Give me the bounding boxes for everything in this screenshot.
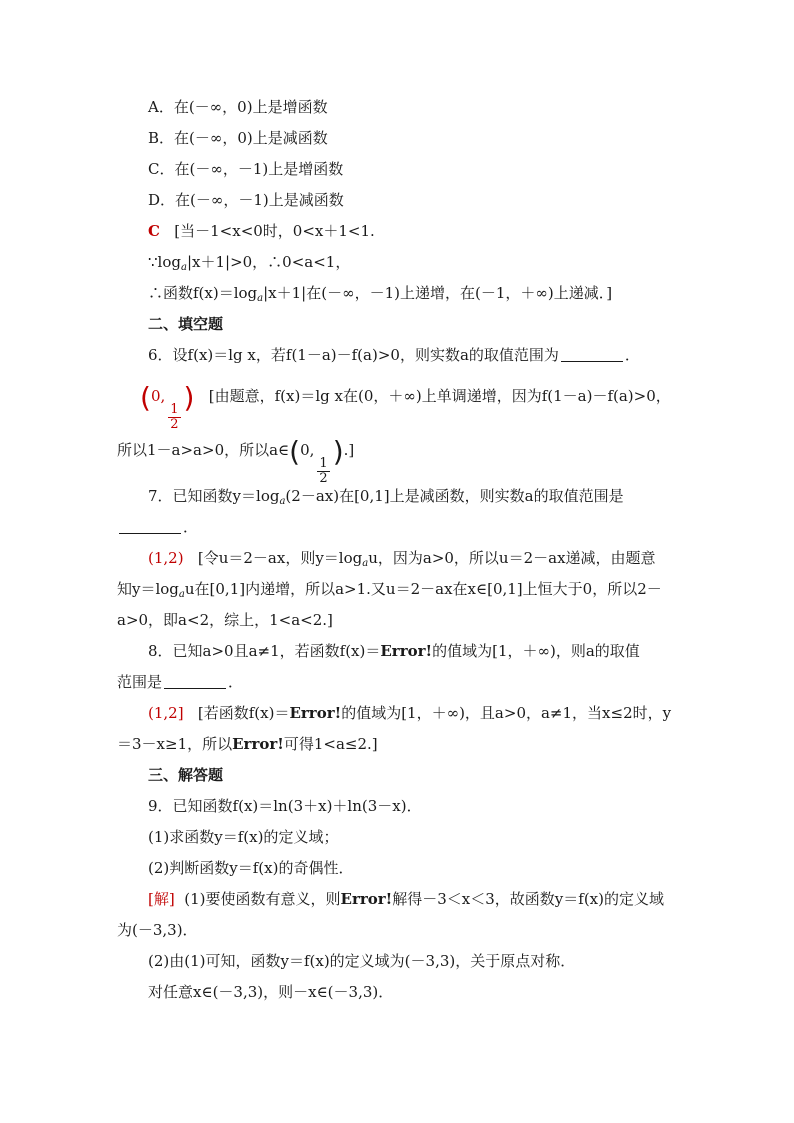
q8-question-line1 xyxy=(148,641,640,661)
q9-solution-line4: 对任意x∈(－3,3)，则－x∈(－3,3)． xyxy=(148,983,394,1001)
q9-part2: (2)判断函数y＝f(x)的奇偶性． xyxy=(148,859,354,877)
q9-solution-line2: 为(－3,3)． xyxy=(117,921,198,939)
q6-answer: (0, $\frac{1}{2}$ ) xyxy=(140,381,195,432)
q9-jie-label: [解] xyxy=(148,890,175,908)
section-fill-in: 二、填空题 xyxy=(148,315,224,333)
q9-sol-text1a: (1)要使函数有意义，则 xyxy=(184,890,341,908)
q6-sol-zero: 0, xyxy=(300,441,315,459)
q8-blank xyxy=(164,674,226,689)
q5-sol-text2: |x＋1|>0，∴0<a<1， xyxy=(186,253,351,271)
q9-sol-text1b: 解得－3＜x＜3，故函数y＝f(x)的定义域 xyxy=(392,890,664,908)
q7-solution-line2 xyxy=(117,579,662,605)
q5-log: ∵log xyxy=(148,253,181,271)
q7-sol-text1b: u，因为a>0，所以u＝2－ax递减，由题意 xyxy=(368,549,656,567)
q6-blank xyxy=(561,347,623,362)
q8-sol-text1b: 的值域为[1，＋∞)，且a>0，a≠1，当x≤2时，y xyxy=(341,704,672,722)
q8-solution-line2 xyxy=(117,734,378,754)
q6-sol-text2: 所以1－a>a>0，所以a∈ xyxy=(117,441,290,459)
q8-sol-text2a: ＝3－x≥1，所以 xyxy=(117,735,233,753)
q7-answer: (1,2) xyxy=(148,549,184,567)
q8-sol-error-field: Error! xyxy=(289,704,342,722)
q7-sol-text2b: u在[0,1]内递增，所以a>1.又u＝2－ax在x∈[0,1]上恒大于0，所以2－ xyxy=(184,580,662,598)
q7-end: ． xyxy=(183,518,199,536)
q7-solution-line3: a>0，即a<2，综上，1<a<2.] xyxy=(117,611,333,629)
q5-solution-line1 xyxy=(148,221,375,241)
option-b: B．在(－∞，0)上是减函数 xyxy=(148,129,328,147)
q7-log-base: a xyxy=(279,496,286,507)
q6-answer-line xyxy=(140,381,671,432)
q5-sol-text3b: |x＋1|在(－∞，－1)上递增，在(－1，＋∞)上递减．] xyxy=(263,284,613,302)
q7-text1a: 7．已知函数y＝log xyxy=(148,487,280,505)
q6-sol-fraction: $\frac{1}{2}$ xyxy=(319,456,328,486)
option-a: A．在(－∞，0)上是增函数 xyxy=(148,98,328,116)
option-c: C．在(－∞，－1)上是增函数 xyxy=(148,160,344,178)
q8-answer: (1,2] xyxy=(148,704,184,722)
q8-error-field: Error! xyxy=(380,642,433,660)
q8-solution-line1 xyxy=(148,703,671,723)
q9-solution-line3: (2)由(1)可知，函数y＝f(x)的定义域为(－3,3)，关于原点对称． xyxy=(148,952,576,970)
q6-ans-fraction: $\frac{1}{2}$ xyxy=(170,402,179,432)
q8-sol-text1a: [若函数f(x)＝ xyxy=(197,704,290,722)
q9-question: 9．已知函数f(x)＝ln(3＋x)＋ln(3－x)． xyxy=(148,797,422,815)
q6-solution-line2: 所以1－a>a>0，所以a∈(0, $\frac{1}{2}$ ).] xyxy=(117,435,355,486)
q6-sol-text1: [由题意，f(x)＝lg x在(0，＋∞)上单调递增，因为f(1－a)－f(a)>0， xyxy=(208,387,671,405)
q9-part1: (1)求函数y＝f(x)的定义域； xyxy=(148,828,339,846)
section-answer: 三、解答题 xyxy=(148,766,224,784)
q6-sol-end: .] xyxy=(343,441,355,459)
q5-sol-text3a: ∴函数f(x)＝log xyxy=(148,284,258,302)
q5-sol-text1: [当－1<x<0时，0<x＋1<1. xyxy=(174,222,375,240)
q7-blank xyxy=(119,519,181,534)
q8-text1b: 的值域为[1，＋∞)，则a的取值 xyxy=(432,642,640,660)
option-d: D．在(－∞，－1)上是减函数 xyxy=(148,191,344,209)
q8-sol-text2b: 可得1<a≤2.] xyxy=(283,735,378,753)
q5-log-base: a xyxy=(180,262,187,273)
q7-sol-log-base: a xyxy=(362,558,369,569)
q7-text1b: (2－ax)在[0,1]上是减函数，则实数a的取值范围是 xyxy=(285,487,624,505)
q8-text1a: 8．已知a>0且a≠1，若函数f(x)＝ xyxy=(148,642,381,660)
q8-text2: 范围是 xyxy=(117,673,163,691)
q7-question-line2 xyxy=(117,517,198,537)
q6-text: 6．设f(x)＝lg x，若f(1－a)－f(a)>0，则实数a的取值范围为 xyxy=(148,346,559,364)
q9-solution-line1 xyxy=(148,889,664,909)
q7-solution-line1 xyxy=(148,548,656,574)
q6-ans-zero: 0, xyxy=(150,387,166,405)
q5-solution-line3 xyxy=(148,283,612,309)
q8-question-line2 xyxy=(117,672,243,692)
q9-sol-error-field: Error! xyxy=(340,890,393,908)
q6-question xyxy=(148,345,640,365)
q7-sol-log-base-2: a xyxy=(178,589,185,600)
q5-log-base-2: a xyxy=(257,293,264,304)
q5-answer: C xyxy=(148,222,160,240)
q7-sol-text2a: 知y＝log xyxy=(117,580,179,598)
q6-end: ． xyxy=(624,346,640,364)
q7-question-line1 xyxy=(148,486,624,512)
q8-sol-error-field-2: Error! xyxy=(232,735,284,753)
q7-sol-text1a: [令u＝2－ax，则y＝log xyxy=(197,549,363,567)
q8-end: ． xyxy=(228,673,244,691)
q5-solution-line2 xyxy=(148,252,350,278)
